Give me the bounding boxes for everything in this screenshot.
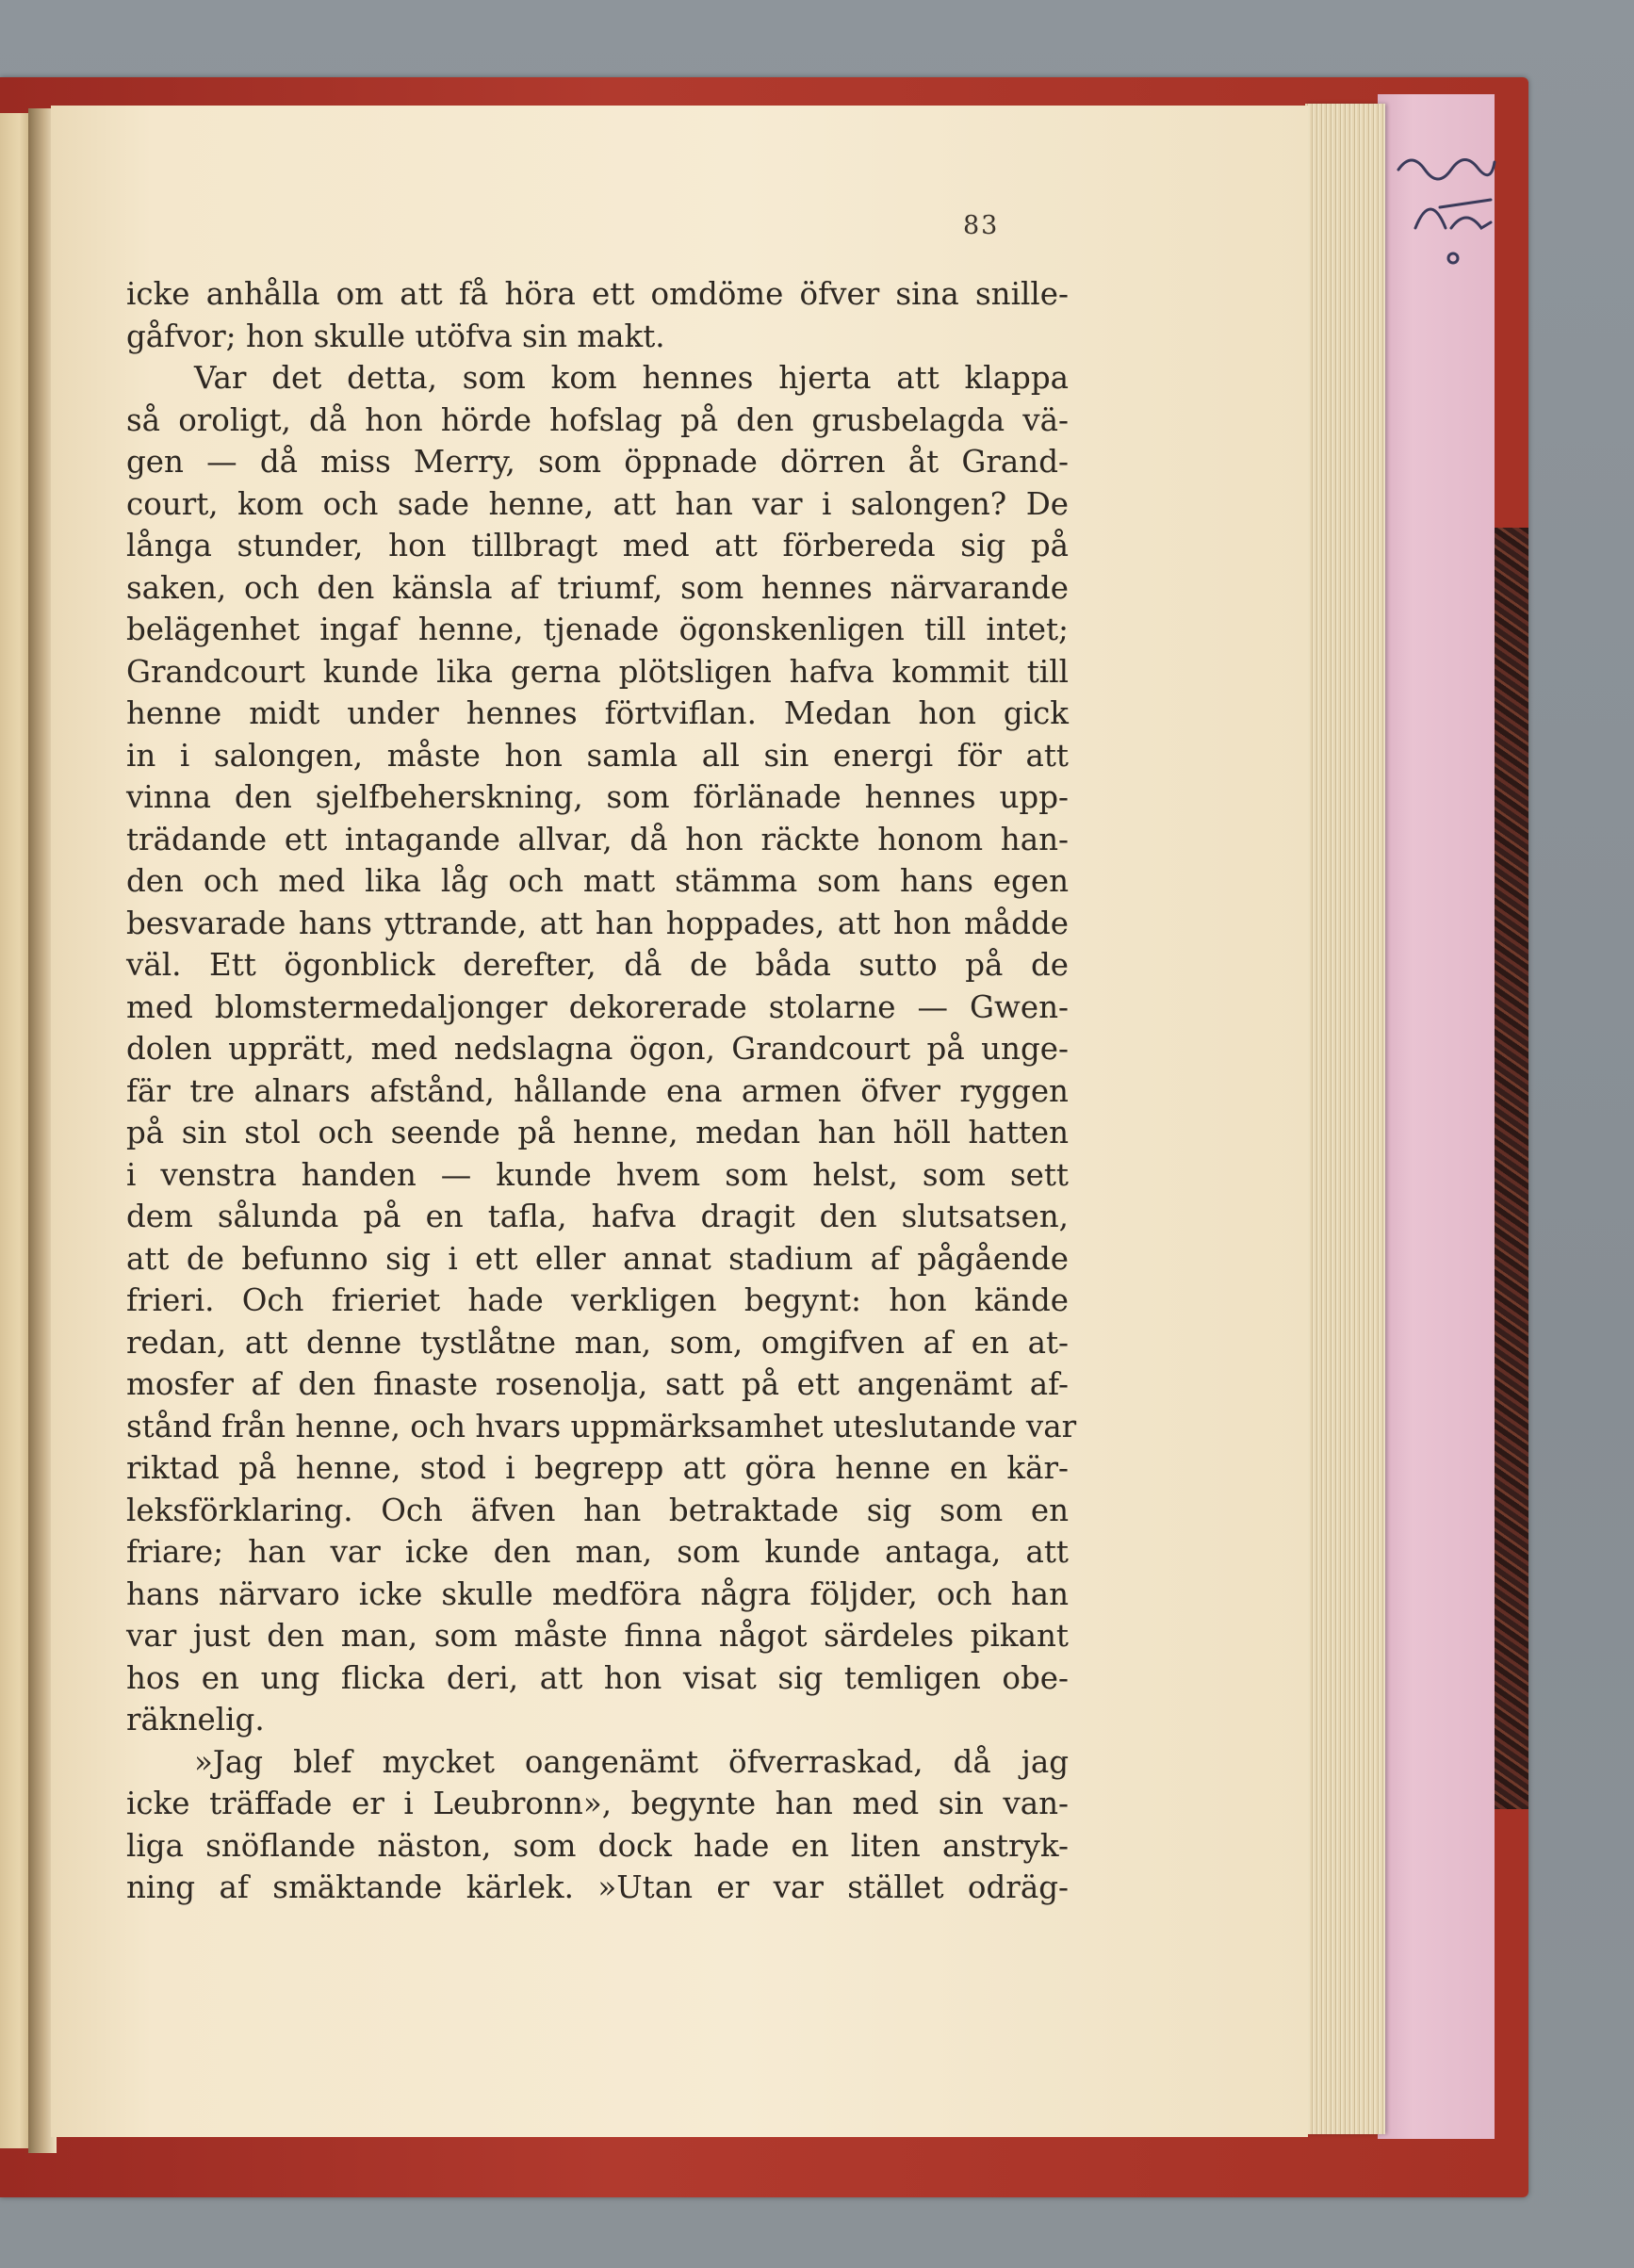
text-line: dem sålunda på en tafla, hafva dragit den slutsatsen, — [126, 1199, 1069, 1234]
text-line: in i salongen, måste hon samla all sin energi för att — [126, 737, 1069, 774]
text-line: hos en ung flicka deri, att hon visat sig temligen obe- — [126, 1659, 1069, 1696]
page-edges — [1305, 104, 1385, 2134]
text-line: henne midt under hennes förtviflan. Medan hon gick — [126, 695, 1069, 731]
text-line: mosfer af den finaste rosenolja, satt på ett angenämt af- — [126, 1366, 1069, 1402]
text-line: hans närvaro icke skulle medföra några följder, och han — [126, 1575, 1069, 1612]
text-line: friare; han var icke den man, som kunde antaga, att — [126, 1534, 1069, 1570]
marbled-cover-strip — [1491, 528, 1528, 1809]
text-line: gåfvor; hon skulle utöfva sin makt. — [126, 318, 665, 354]
text-line: icke anhålla om att få höra ett omdöme öfver sina snille- — [126, 276, 1069, 312]
text-line: Grandcourt kunde lika gerna plötsligen hafva kommit till — [126, 653, 1069, 690]
text-line: på sin stol och seende på henne, medan han höll hatten — [126, 1115, 1069, 1150]
text-line: trädande ett intagande allvar, då hon räckte honom han- — [126, 821, 1069, 857]
pink-endpaper — [1378, 94, 1495, 2139]
text-line: långa stunder, hon tillbragt med att förbereda sig på — [126, 528, 1069, 563]
text-line: väl. Ett ögonblick derefter, då de båda sutto på de — [126, 947, 1069, 983]
text-line: fär tre alnars afstånd, hållande ena armen öfver ryggen — [126, 1072, 1069, 1109]
page-number: 83 — [963, 211, 1000, 240]
text-line: court, kom och sade henne, att han var i salongen? De — [126, 485, 1069, 522]
text-line: den och med lika låg och matt stämma som hans egen — [126, 863, 1069, 899]
text-line: redan, att denne tystlåtne man, som, omgifven af en at- — [126, 1324, 1069, 1361]
text-line: stånd från henne, och hvars uppmärksamhet uteslutande var — [126, 1408, 1077, 1444]
text-line: riktad på henne, stod i begrepp att göra henne en kär- — [126, 1450, 1069, 1486]
body-text — [126, 273, 1077, 1909]
text-line: räknelig. — [126, 1702, 265, 1738]
text-line: med blomstermedaljonger dekorerade stolarne — Gwen- — [126, 988, 1069, 1025]
text-line: Var det detta, som kom hennes hjerta att klappa — [194, 360, 1069, 396]
text-line: saken, och den känsla af triumf, som hennes närvarande — [126, 569, 1069, 606]
text-line: att de befunno sig i ett eller annat stadium af pågående — [126, 1240, 1069, 1277]
text-line: så oroligt, då hon hörde hofslag på den grusbelagda vä- — [126, 401, 1069, 438]
text-line: i venstra handen — kunde hvem som helst, som sett — [126, 1156, 1069, 1193]
handwriting-scribble — [1393, 141, 1496, 273]
text-line: dolen upprätt, med nedslagna ögon, Grandcourt på unge- — [126, 1031, 1069, 1067]
text-line: leksförklaring. Och äfven han betraktade sig som en — [126, 1492, 1069, 1528]
text-line: besvarade hans yttrande, att han hoppades, att hon mådde — [126, 905, 1069, 941]
text-line: belägenhet ingaf henne, tjenade ögonskenligen till intet; — [126, 612, 1069, 647]
text-line: var just den man, som måste finna något särdeles pikant — [126, 1618, 1069, 1654]
text-line: ning af smäktande kärlek. »Utan er var stället odräg- — [126, 1869, 1069, 1905]
text-line: »Jag blef mycket oangenämt öfverraskad, då jag — [194, 1743, 1069, 1780]
left-facing-page — [0, 113, 32, 2148]
text-line: icke träffade er i Leubronn», begynte han med sin van- — [126, 1786, 1069, 1821]
text-line: frieri. Och frieriet hade verkligen begynt: hon kände — [126, 1282, 1069, 1318]
text-line: gen — då miss Merry, som öppnade dörren åt Grand- — [126, 444, 1069, 480]
text-line: vinna den sjelfbeherskning, som förlänade hennes upp- — [126, 779, 1069, 815]
text-line: liga snöflande näston, som dock hade en liten anstryk- — [126, 1827, 1069, 1864]
